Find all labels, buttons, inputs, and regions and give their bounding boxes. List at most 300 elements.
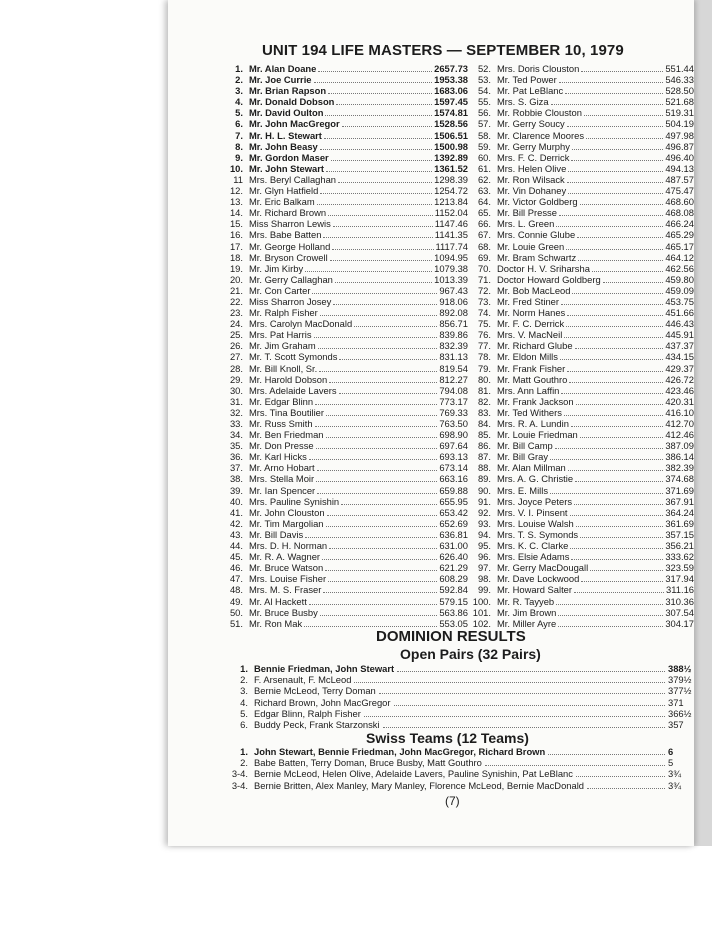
life-master-row	[470, 584, 694, 595]
rank-number: 1.	[235, 63, 243, 74]
rank-number: 53.	[477, 74, 491, 86]
dot-leader	[326, 436, 438, 438]
life-master-row	[470, 440, 694, 451]
rank-number: 31.	[229, 395, 243, 407]
dot-leader	[335, 281, 432, 283]
member-name: Mrs. T. S. Symonds	[497, 528, 579, 540]
dot-leader	[561, 303, 663, 305]
master-points: 496.87	[665, 140, 694, 152]
dot-leader	[394, 704, 665, 706]
life-master-row	[222, 351, 468, 362]
page-title: UNIT 194 LIFE MASTERS — SEPTEMBER 10, 1979	[262, 42, 624, 59]
master-points: 579.15	[439, 595, 468, 607]
life-master-row	[470, 496, 694, 507]
master-points: 468.60	[665, 196, 694, 208]
master-points: 698.90	[439, 429, 468, 441]
life-master-row	[222, 429, 468, 440]
dot-leader	[336, 103, 432, 105]
master-points: 323.59	[665, 562, 694, 574]
rank-number: 39.	[229, 484, 243, 496]
life-master-row	[222, 274, 468, 285]
result-place: 6.	[240, 718, 248, 730]
dot-leader	[323, 236, 432, 238]
life-master-row	[470, 607, 694, 618]
dot-leader	[320, 192, 432, 194]
master-points: 445.91	[665, 329, 694, 341]
result-score: 379½	[668, 674, 692, 686]
dot-leader	[342, 125, 432, 127]
master-points: 528.50	[665, 85, 694, 97]
life-master-row	[222, 529, 468, 540]
member-name: Mr. Arno Hobart	[249, 462, 315, 474]
life-master-row	[222, 74, 468, 85]
rank-number: 37.	[229, 462, 243, 474]
master-points: 412.46	[665, 429, 694, 441]
rank-number: 18.	[229, 251, 243, 263]
master-points: 812.27	[439, 373, 468, 385]
dot-leader	[590, 569, 663, 571]
rank-number: 74.	[477, 307, 491, 319]
member-name: Mr. F. C. Derrick	[497, 318, 565, 330]
member-name: Mrs. F. C. Derrick	[497, 151, 570, 163]
life-master-row	[470, 573, 694, 584]
result-place: 2.	[240, 757, 248, 769]
dot-leader	[567, 181, 664, 183]
dot-leader	[576, 403, 664, 405]
life-master-row	[470, 307, 694, 318]
master-points: 434.15	[665, 351, 694, 363]
member-name: Mr. H. L. Stewart	[249, 129, 322, 141]
life-master-row	[470, 596, 694, 607]
rank-number: 43.	[229, 528, 243, 540]
dot-leader	[341, 503, 437, 505]
rank-number: 25.	[229, 329, 243, 341]
member-name: Mr. Eldon Mills	[497, 351, 558, 363]
master-points: 832.39	[439, 340, 468, 352]
member-name: Mr. Matt Gouthro	[497, 373, 568, 385]
member-name: Mr. Ben Friedman	[249, 429, 324, 441]
result-names: Richard Brown, John MacGregor	[254, 696, 391, 708]
rank-number: 98.	[477, 573, 491, 585]
master-points: 356.21	[665, 540, 694, 552]
dot-leader	[320, 314, 438, 316]
life-master-row	[222, 607, 468, 618]
member-name: Mr. Louie Green	[497, 240, 565, 252]
master-points: 468.08	[665, 207, 694, 219]
member-name: Mrs. Joyce Peters	[497, 495, 573, 507]
rank-number: 7.	[235, 129, 243, 141]
dot-leader	[580, 536, 663, 538]
master-points: 1506.51	[434, 129, 468, 141]
master-points: 659.88	[439, 484, 468, 496]
scan-margin-bottom	[0, 846, 712, 928]
master-points: 465.17	[665, 240, 694, 252]
rank-number: 30.	[229, 384, 243, 396]
dot-leader	[379, 692, 665, 694]
dot-leader	[329, 381, 437, 383]
swiss-teams-heading: Swiss Teams (12 Teams)	[366, 730, 529, 746]
dot-leader	[564, 336, 663, 338]
life-master-row	[222, 130, 468, 141]
life-master-row	[222, 462, 468, 473]
member-name: Mrs. S. Giza	[497, 96, 549, 108]
member-name: Doctor H. V. Sriharsha	[497, 262, 590, 274]
member-name: Mr. John Stewart	[249, 162, 325, 174]
rank-number: 55.	[477, 96, 491, 108]
member-name: Mr. Howard Salter	[497, 584, 573, 596]
master-points: 967.43	[439, 284, 468, 296]
dot-leader	[339, 358, 437, 360]
dot-leader	[551, 103, 664, 105]
life-master-row	[470, 229, 694, 240]
master-points: 521.68	[665, 96, 694, 108]
rank-number: 6.	[235, 118, 243, 130]
dot-leader	[575, 480, 663, 482]
master-points: 357.15	[665, 528, 694, 540]
member-name: Mrs. Stella Moir	[249, 473, 315, 485]
life-master-row	[470, 274, 694, 285]
rank-number: 33.	[229, 418, 243, 429]
rank-number: 96.	[477, 551, 491, 563]
life-master-row	[470, 485, 694, 496]
dot-leader	[317, 469, 438, 471]
member-name: Mr. Russ Smith	[249, 418, 313, 429]
member-name: Mrs. Connie Glube	[497, 229, 576, 241]
dot-leader	[559, 81, 664, 83]
member-name: Mr. Bill Gray	[497, 451, 549, 463]
member-name: Mr. Don Presse	[249, 440, 314, 452]
member-name: Mr. Bill Knoll, Sr.	[249, 362, 318, 374]
master-points: 387.09	[665, 440, 694, 452]
dot-leader	[354, 681, 665, 683]
master-points: 459.09	[665, 284, 694, 296]
dot-leader	[312, 292, 437, 294]
rank-number: 24.	[229, 318, 243, 330]
dot-leader	[324, 137, 432, 139]
rank-number: 63.	[477, 185, 491, 197]
member-name: Mr. Bill Camp	[497, 440, 553, 452]
rank-number: 16.	[229, 229, 243, 241]
life-master-row	[222, 218, 468, 229]
rank-number: 20.	[229, 273, 243, 285]
rank-number: 80.	[477, 373, 491, 385]
result-place: 4.	[240, 696, 248, 708]
master-points: 608.29	[439, 573, 468, 585]
result-place: 3-4.	[231, 768, 248, 780]
master-points: 429.37	[665, 362, 694, 374]
rank-number: 75.	[477, 318, 491, 330]
life-master-row	[470, 418, 694, 429]
life-master-row	[470, 85, 694, 96]
master-points: 839.86	[439, 329, 468, 341]
life-master-row	[222, 185, 468, 196]
dot-leader	[326, 525, 438, 527]
life-master-row	[470, 518, 694, 529]
dot-leader	[328, 214, 433, 216]
dot-leader	[305, 270, 432, 272]
member-name: Mrs. R. A. Lundin	[497, 418, 569, 429]
rank-number: 28.	[229, 362, 243, 374]
member-name: Mrs. Adelaide Lavers	[249, 384, 337, 396]
rank-number: 64.	[477, 196, 491, 208]
master-points: 311.16	[666, 584, 694, 596]
life-master-row	[470, 407, 694, 418]
life-master-row	[470, 196, 694, 207]
member-name: Mr. Alan Doane	[249, 63, 317, 74]
rank-number: 56.	[477, 107, 491, 119]
rank-number: 42.	[229, 517, 243, 529]
life-master-row	[222, 340, 468, 351]
dot-leader	[314, 336, 438, 338]
master-points: 416.10	[665, 406, 694, 418]
member-name: Mrs. Pauline Synishin	[249, 495, 340, 507]
result-place: 1.	[240, 663, 248, 674]
member-name: Mr. Bruce Watson	[249, 562, 324, 574]
dot-leader	[561, 392, 663, 394]
rank-number: 49.	[229, 595, 243, 607]
master-points: 494.13	[665, 162, 694, 174]
rank-number: 100.	[472, 595, 491, 607]
dot-leader	[339, 392, 438, 394]
life-master-row	[470, 507, 694, 518]
dot-leader	[572, 148, 663, 150]
dot-leader	[305, 536, 437, 538]
member-name: Mrs. Carolyn MacDonald	[249, 318, 353, 330]
life-master-row	[222, 85, 468, 96]
rank-number: 83.	[477, 406, 491, 418]
rank-number: 84.	[477, 418, 491, 429]
rank-number: 21.	[229, 284, 243, 296]
dot-leader	[577, 236, 663, 238]
life-master-row	[222, 107, 468, 118]
rank-number: 78.	[477, 351, 491, 363]
master-points: 1392.89	[434, 151, 468, 163]
dot-leader	[331, 159, 432, 161]
life-masters-column-right	[470, 63, 694, 629]
life-master-row	[470, 329, 694, 340]
life-master-row	[470, 241, 694, 252]
life-master-row	[470, 451, 694, 462]
dot-leader	[570, 547, 663, 549]
master-points: 551.44	[665, 63, 694, 74]
rank-number: 13.	[229, 196, 243, 208]
master-points: 1361.52	[434, 162, 468, 174]
dot-leader	[550, 458, 663, 460]
rank-number: 88.	[477, 462, 491, 474]
master-points: 453.75	[665, 295, 694, 307]
life-master-row	[222, 329, 468, 340]
result-row	[224, 757, 694, 768]
member-name: Mr. John Clouston	[249, 506, 325, 518]
member-name: Mrs. Doris Clouston	[497, 63, 580, 74]
life-master-row	[222, 296, 468, 307]
member-name: Mr. Jim Graham	[249, 340, 316, 352]
master-points: 1298.39	[434, 173, 468, 185]
life-master-row	[470, 529, 694, 540]
dot-leader	[556, 603, 663, 605]
dot-leader	[568, 469, 664, 471]
rank-number: 102.	[472, 617, 491, 629]
member-name: Mr. Jim Kirby	[249, 262, 304, 274]
member-name: Mr. R. Tayyeb	[497, 595, 555, 607]
member-name: Mr. Miller Ayre	[497, 617, 557, 629]
master-points: 663.16	[439, 473, 468, 485]
rank-number: 46.	[229, 562, 243, 574]
dot-leader	[338, 181, 432, 183]
member-name: Mr. Jim Brown	[497, 606, 557, 618]
life-master-row	[470, 396, 694, 407]
master-points: 693.13	[439, 451, 468, 463]
result-score: 5	[668, 757, 674, 769]
dot-leader	[569, 381, 663, 383]
dot-leader	[316, 480, 437, 482]
life-master-row	[222, 473, 468, 484]
dot-leader	[576, 775, 665, 777]
rank-number: 29.	[229, 373, 243, 385]
life-master-row	[222, 252, 468, 263]
rank-number: 22.	[229, 295, 243, 307]
open-pairs-list	[224, 663, 694, 730]
master-points: 364.24	[665, 506, 694, 518]
result-score: 3¾	[668, 779, 682, 791]
life-master-row	[222, 385, 468, 396]
life-master-row	[222, 363, 468, 374]
member-name: Mr. Alan Millman	[497, 462, 566, 474]
dot-leader	[565, 92, 663, 94]
life-master-row	[470, 385, 694, 396]
member-name: Mr. Al Hackett	[249, 595, 307, 607]
rank-number: 59.	[477, 140, 491, 152]
result-names: Bennie Friedman, John Stewart	[254, 663, 395, 674]
rank-number: 3.	[235, 85, 243, 97]
rank-number: 47.	[229, 573, 243, 585]
dot-leader	[333, 225, 433, 227]
member-name: Mr. Bob MacLeod	[497, 284, 571, 296]
dot-leader	[587, 787, 665, 789]
life-master-row	[222, 540, 468, 551]
result-names: Babe Batten, Terry Doman, Bruce Busby, Matt Gouthro	[254, 757, 482, 769]
rank-number: 62.	[477, 173, 491, 185]
dot-leader	[556, 225, 663, 227]
rank-number: 95.	[477, 540, 491, 552]
life-master-row	[470, 74, 694, 85]
rank-number: 77.	[477, 340, 491, 352]
master-points: 769.33	[439, 406, 468, 418]
member-name: Mr. Bill Presse	[497, 207, 557, 219]
rank-number: 86.	[477, 440, 491, 452]
rank-number: 60.	[477, 151, 491, 163]
life-master-row	[470, 263, 694, 274]
member-name: Mr. Con Carter	[249, 284, 311, 296]
rank-number: 12.	[229, 185, 243, 197]
master-points: 563.86	[439, 606, 468, 618]
rank-number: 23.	[229, 307, 243, 319]
member-name: Mrs. Louise Walsh	[497, 517, 574, 529]
member-name: Mr. Clarence Moores	[497, 129, 585, 141]
dot-leader	[328, 580, 437, 582]
master-points: 1094.95	[434, 251, 468, 263]
result-place: 5.	[240, 707, 248, 719]
member-name: Mr. Gerry MacDougall	[497, 562, 589, 574]
master-points: 655.95	[439, 495, 468, 507]
rank-number: 89.	[477, 473, 491, 485]
rank-number: 65.	[477, 207, 491, 219]
dot-leader	[564, 414, 663, 416]
dot-leader	[332, 248, 433, 250]
life-master-row	[470, 96, 694, 107]
master-points: 1574.81	[434, 107, 468, 119]
life-master-row	[470, 118, 694, 129]
rank-number: 54.	[477, 85, 491, 97]
life-master-row	[470, 174, 694, 185]
rank-number: 36.	[229, 451, 243, 463]
member-name: Mrs. Babe Batten	[249, 229, 322, 241]
master-points: 423.46	[665, 384, 694, 396]
member-name: Doctor Howard Goldberg	[497, 273, 601, 285]
life-master-row	[222, 229, 468, 240]
master-points: 1597.45	[434, 96, 468, 108]
master-points: 317.94	[665, 573, 694, 585]
life-master-row	[222, 396, 468, 407]
dot-leader	[572, 292, 663, 294]
dot-leader	[570, 514, 664, 516]
dominion-results-heading: DOMINION RESULTS	[376, 628, 526, 645]
member-name: Mr. Bill Davis	[249, 528, 304, 540]
member-name: Mrs. D. H. Norman	[249, 540, 328, 552]
life-master-row	[470, 540, 694, 551]
life-master-row	[222, 518, 468, 529]
life-master-row	[222, 196, 468, 207]
result-place: 1.	[240, 746, 248, 757]
member-name: Mrs. V. MacNeil	[497, 329, 563, 341]
life-master-row	[222, 263, 468, 274]
result-place: 2.	[240, 674, 248, 686]
master-points: 819.54	[439, 362, 468, 374]
life-master-row	[222, 496, 468, 507]
master-points: 1152.04	[434, 207, 468, 219]
swiss-teams-list	[224, 746, 694, 791]
master-points: 553.05	[439, 617, 468, 629]
member-name: Mrs. Tina Boutilier	[249, 406, 325, 418]
master-points: 310.36	[665, 595, 694, 607]
rank-number: 70.	[477, 262, 491, 274]
result-score: 6	[668, 746, 674, 757]
result-row	[224, 708, 694, 719]
master-points: 592.84	[439, 584, 468, 596]
life-master-row	[470, 107, 694, 118]
master-points: 697.64	[439, 440, 468, 452]
life-master-row	[222, 374, 468, 385]
master-points: 386.14	[665, 451, 694, 463]
result-names: Buddy Peck, Frank Starzonski	[254, 718, 380, 730]
master-points: 1147.46	[434, 218, 468, 230]
life-master-row	[222, 573, 468, 584]
master-points: 367.91	[665, 495, 694, 507]
life-master-row	[470, 152, 694, 163]
rank-number: 82.	[477, 395, 491, 407]
dot-leader	[575, 347, 664, 349]
master-points: 426.72	[665, 373, 694, 385]
dot-leader	[318, 70, 432, 72]
life-master-row	[470, 374, 694, 385]
dot-leader	[571, 558, 663, 560]
master-points: 546.33	[665, 74, 694, 86]
dot-leader	[329, 547, 437, 549]
dot-leader	[571, 159, 663, 161]
member-name: Miss Sharron Lewis	[249, 218, 331, 230]
master-points: 2657.73	[434, 63, 468, 74]
rank-number: 32.	[229, 406, 243, 418]
